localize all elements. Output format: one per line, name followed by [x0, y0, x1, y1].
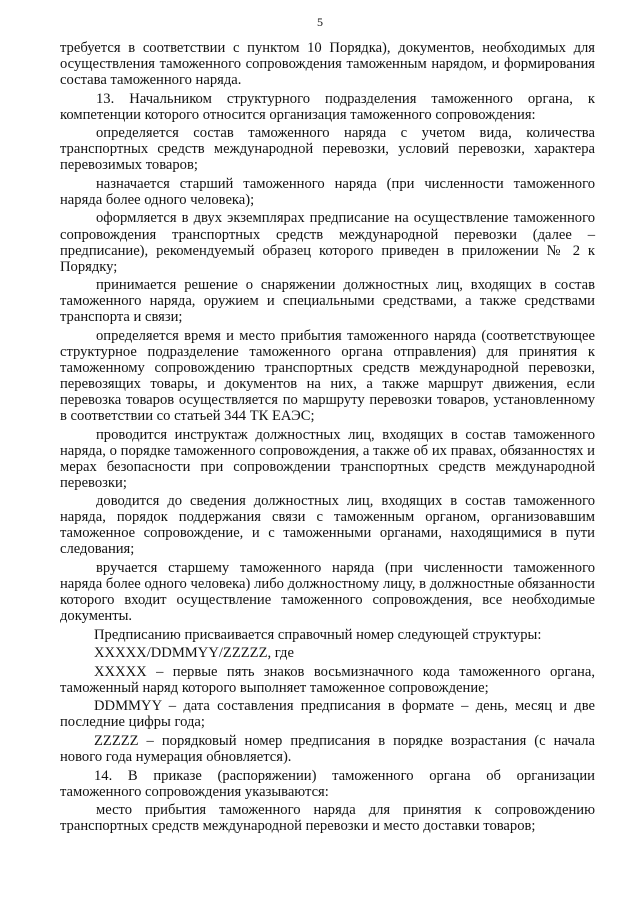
document-body: [60, 40, 595, 834]
paragraph-instruction-issue: оформляется в двух экземплярах предписание на осуществление таможенного сопровождения транспортных средств международной перевозки (далее – предписание), рекомендуемый образец которого приведен в приложении № 2 к Порядку;: [60, 210, 595, 275]
paragraph-documents-handover: вручается старшему таможенного наряда (при численности таможенного наряда более одного человека) либо должностному лицу, в должностные обязанности которого входит осуществление таможенного сопровождения, все необходимые документы.: [60, 559, 595, 625]
paragraph-zzzzz: ZZZZZ – порядковый номер предписания в порядке возрастания (с начала нового года нумерация обновляется).: [60, 732, 595, 765]
paragraph-crew-composition: определяется состав таможенного наряда с учетом вида, количества транспортных средств международной перевозки, условий перевозки, характера перевозимых товаров;: [60, 125, 595, 174]
paragraph-reference-number: Предписанию присваивается справочный номер следующей структуры:: [94, 626, 542, 643]
paragraph-time-place: определяется время и место прибытия таможенного наряда (соответствующее структурное подразделение таможенного органа отправления) для принятия к таможенному сопровождению транспортных средств международной перевозки, перевозящих товары, и документов на них, а также маршрут движения, если перевозка товаров осуществляется по маршруту перевозки товаров, установленному в соответствии со статьей 344 ТК ЕАЭС;: [60, 327, 595, 425]
paragraph-arrival-place: место прибытия таможенного наряда для принятия к сопровождению транспортных средств международной перевозки и место доставки товаров;: [60, 802, 595, 835]
paragraph-briefing: проводится инструктаж должностных лиц, входящих в состав таможенного наряда, о порядке таможенного сопровождения, а также об их правах, обязанностях и мерах безопасности при сопровождении транспортных средств международной перевозки;: [60, 426, 595, 491]
paragraph-ddmmyy: DDMMYY – дата составления предписания в формате – день, месяц и две последние цифры года;: [60, 698, 595, 731]
paragraph-xxxxx: XXXXX – первые пять знаков восьмизначного кода таможенного органа, таможенный наряд которого выполняет таможенное сопровождение;: [60, 663, 595, 696]
paragraph-item-13: 13. Начальником структурного подразделения таможенного органа, к компетенции которого относится организация таможенного сопровождения:: [60, 90, 595, 123]
page-number: 5: [317, 15, 323, 29]
paragraph-senior-appointment: назначается старший таможенного наряда (при численности таможенного наряда более одного человека);: [60, 175, 595, 208]
paragraph-continuation: требуется в соответствии с пунктом 10 Порядка), документов, необходимых для осуществления таможенного сопровождения таможенным нарядом, и формирования состава таможенного наряда.: [60, 40, 595, 89]
paragraph-item-14: 14. В приказе (распоряжении) таможенного органа об организации таможенного сопровождения указываются:: [60, 767, 595, 800]
paragraph-equipment-decision: принимается решение о снаряжении должностных лиц, входящих в состав таможенного наряда, оружием и специальными средствами, а также средствами транспорта и связи;: [60, 277, 595, 326]
paragraph-number-format: XXXXX/DDMMYY/ZZZZZ, где: [94, 645, 294, 662]
paragraph-communication: доводится до сведения должностных лиц, входящих в состав таможенного наряда, порядок поддержания связи с таможенным органом, организовавшим таможенное сопровождение, и с таможенными органами, находящимися в пути следования;: [60, 493, 595, 558]
